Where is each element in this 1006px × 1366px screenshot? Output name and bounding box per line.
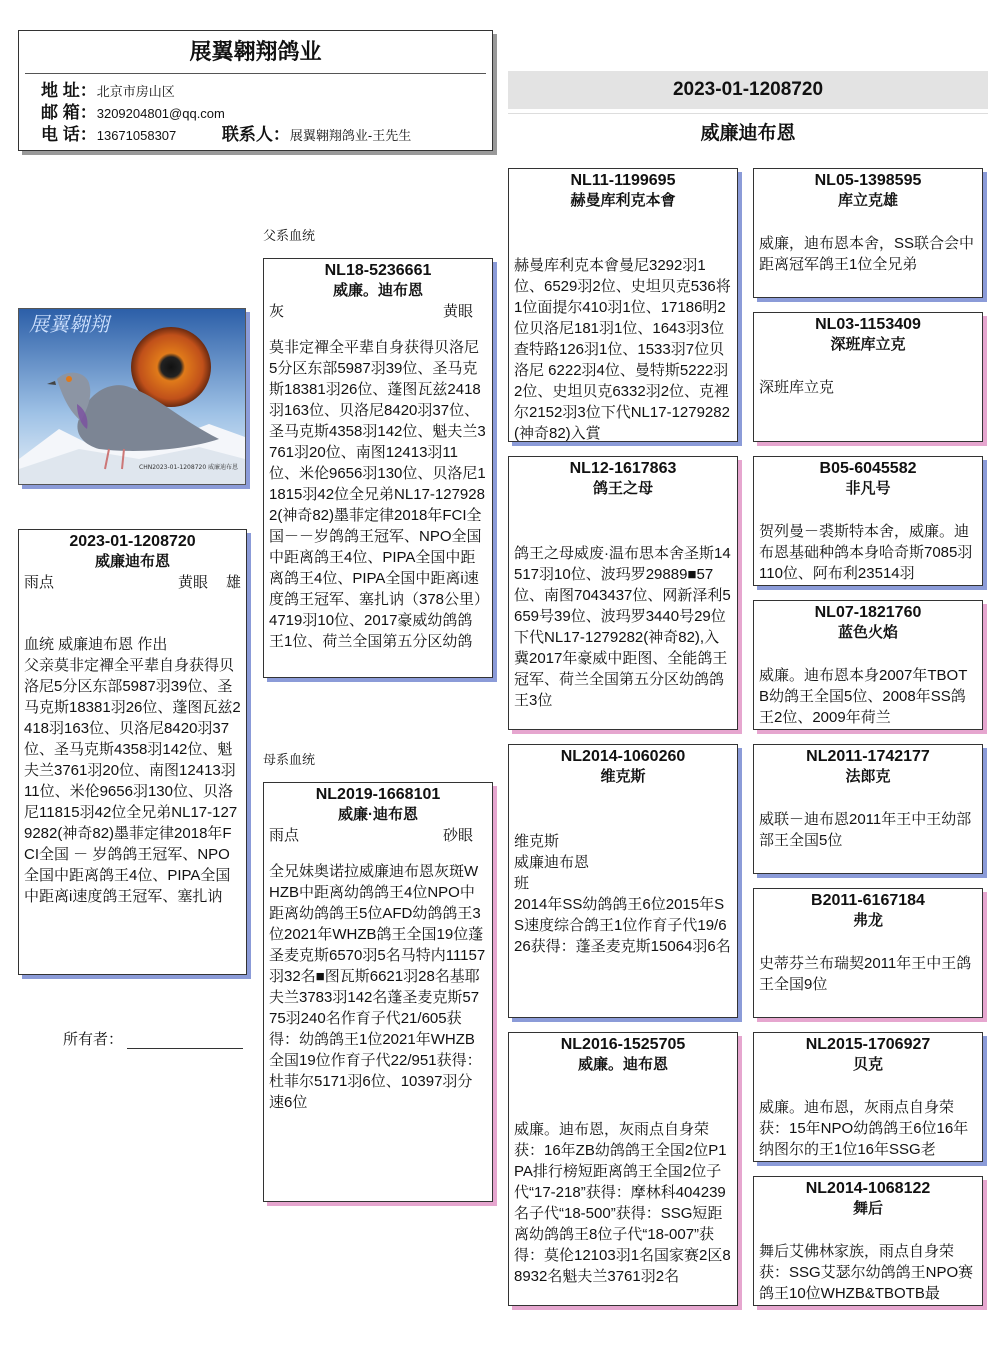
owner-field [63,1028,243,1049]
dam-sire-ring: NL2014-1060260 [560,748,686,765]
dam-line-label: 母系血统 [263,752,316,767]
sire-dam-name: 鸽王之母 [592,480,653,497]
sire-sire-name: 赫曼库利克本會 [570,192,676,209]
sire-sire-desc: 赫曼库利克本會曼尼3292羽1位、6529羽2位、史坦贝克536将1位面提尔410羽1位、17186明2位贝洛尼181羽1位、1643羽3位查特路126羽1位、1533羽7位贝洛尼 6222羽4位、曼特斯5222羽2位、史坦贝克6332羽2位、克裡尔2152羽3位下代NL17-1279282(神奇82)入賞 [514,257,731,442]
subject-ring: 2023-01-1208720 [69,533,196,550]
sire-eye: 黄眼 [442,303,473,320]
dam-sire-name: 维克斯 [600,768,646,785]
breeder-info-box [18,30,493,151]
ggp-dsd-card [753,888,983,1018]
sire-dam-desc: 鸽王之母威废·温布思本舍圣斯14517羽10位、波玛罗29889■57位、南图7043437位、网新泽利5659号39位、波玛罗3440号29位下代NL17-1279282(神奇82),入冀2017年豪威中距图、全能鸽王冠军、荷兰全国第五分区幼鸽鸽王3位 [514,545,731,709]
ggp-sss-card [753,168,983,298]
dam-desc: 全兄妹奥诺拉威廉迪布恩灰斑WHZB中距离幼鸽鸽王4位NPO中距离幼鸽鸽王5位AFD幼鸽鸽王3位2021年WHZB鸽王全国19位蓬圣麦克斯6570羽5名马特内11157羽32名■图瓦斯6621羽28名基耶夫兰3783羽142名蓬圣麦克斯5775羽240名作育子代21/605获得：幼鸽鸽王1位2021年WHZB全国19位作育子代22/951获得：杜菲尔5171羽6位、10397羽分速6位 [269,863,486,1111]
subject-name: 威廉迪布恩 [94,553,170,570]
dam-dam-desc: 威廉。迪布恩，灰雨点自身荣获：16年ZB幼鸽鸽王全国2位P1PA排行榜短距离鸽王全国2位子代“17-218”获得：摩林科404239名子代“18-500”获得：SSG短距离幼鸽鸽王8位子代“18-007”获得：莫伦12103羽1名国家赛2区88932名魁夫兰3761羽2名 [514,1121,731,1285]
ggp-dss-desc: 威联－迪布恩2011年王中王幼部部王全国5位 [759,811,972,849]
subject-color: 雨点 [24,574,55,591]
ggp-dsd-name: 弗龙 [852,912,883,929]
ggp-sss-ring: NL05-1398595 [814,172,922,189]
ggp-dss-ring: NL2011-1742177 [806,748,930,765]
sire-sire-card [508,168,738,442]
pigeon-photo [18,308,246,485]
phone-row [41,124,492,146]
subject-eye: 黄眼 [177,574,208,591]
ggp-dsd-desc: 史蒂芬兰布瑞契2011年王中王鸽王全国9位 [759,955,972,993]
ggp-ssd-ring: NL03-1153409 [815,316,921,333]
dam-dam-name: 威廉。迪布恩 [577,1056,668,1073]
top-bird-name: 威廉迪布恩 [700,123,796,144]
ggp-dds-desc: 威廉。迪布恩，灰雨点自身荣获：15年NPO幼鸽鸽王6位16年纳图尔的王1位16年SSG老 [759,1099,969,1158]
sire-ring: NL18-5236661 [324,262,432,279]
dam-eye: 砂眼 [442,827,473,844]
subject-sex: 雄 [225,574,241,591]
ggp-ssd-name: 深班库立克 [830,336,906,353]
ggp-sss-desc: 威廉，迪布恩本舍，SS联合会中距离冠军鸽王1位全兄弟 [759,235,975,273]
ggp-sdd-desc: 威廉。迪布恩本身2007年TBOTB幼鸽王全国5位、2008年SS鸽王2位、2009年荷兰 [759,667,968,726]
ggp-sds-desc: 贺列曼－裘斯特本舍，威廉。迪布恩基础种鸽本身哈奇斯7085羽110位、阿布利23514羽 [759,523,973,582]
owner-label: 所有者： [63,1031,124,1048]
dam-dam-ring: NL2016-1525705 [560,1036,686,1053]
sire-sire-ring: NL11-1199695 [570,172,676,189]
ggp-ssd-card [753,312,983,442]
title-divider [25,73,486,74]
breeder-title: 展翼翱翔鸽业 [189,39,322,64]
ggp-sdd-card [753,600,983,730]
dam-ring: NL2019-1668101 [315,786,441,803]
dam-attrs [264,825,492,847]
dam-card [263,782,493,1202]
contact-label: 联系人： [221,125,290,144]
ggp-dss-name: 法郎克 [845,768,891,785]
sire-name: 威廉。迪布恩 [332,282,423,299]
sire-desc: 莫非定襌全平辈自身获得贝洛尼5分区东部5987羽39位、圣马克斯18381羽26位、蓬图瓦兹2418羽163位、贝洛尼8420羽37位、圣马克斯4358羽142位、魁夫兰3761羽20位、南图12413羽11位、米伦9656羽130位、贝洛尼11815羽42位全兄弟NL17-1279282(神奇82)墨菲定律2018年FCI全国－－岁鸽鸽王冠军、NPO全国中距离鸽王4位、PIPA全国中距离鸽王4位、PIPA全国中距离i速度鸽王冠军、塞扎讷（378公里）4719羽10位、2017豪威幼鸽鸽王1位、荷兰全国第五分区幼鸽 [269,339,486,650]
ggp-ddd-card [753,1176,983,1306]
dam-sire-card [508,744,738,1018]
email-row [41,102,492,124]
phone-value: 13671058307 [96,128,177,143]
sire-dam-card [508,456,738,730]
email-value: 3209204801@qq.com [96,106,225,121]
ggp-ddd-ring: NL2014-1068122 [805,1180,931,1197]
dam-name: 威廉·迪布恩 [338,806,418,823]
top-divider [508,113,988,114]
sire-line-label: 父系血统 [263,228,316,243]
subject-card [18,529,247,975]
dam-color: 雨点 [269,827,300,844]
contact-value: 展翼翱翔鸽业-王先生 [289,128,412,143]
ggp-dsd-ring: B2011-6167184 [811,892,925,909]
ggp-dds-name: 贝克 [852,1056,883,1073]
subject-desc: 血统 威廉迪布恩 作出 父亲莫非定襌全平辈自身获得贝洛尼5分区东部5987羽39位、圣马克斯18381羽26位、蓬图瓦兹2418羽163位、贝洛尼8420羽37位、圣马克斯4358羽142位、魁夫兰3761羽20位、南图12413羽11位、米伦9656羽130位、贝洛尼11815羽42位全兄弟NL17-1279282(神奇82)墨菲定律2018年FCI全国 － 岁鸽鸽王冠军、NPO全国中距离鸽王4位、PIPA全国中距离i速度鸽王冠军、塞扎讷 [24,636,241,905]
photo-caption: CHN2023-01-1208720 威廉迪布恩 [139,464,239,471]
address-label: 地 址： [41,81,97,100]
ggp-sdd-ring: NL07-1821760 [814,604,922,621]
sire-color: 灰 [269,303,285,320]
pigeon-photo-illustration [19,309,245,484]
address-value: 北京市房山区 [96,84,175,99]
email-label: 邮 箱： [41,103,97,122]
dam-sire-desc: 维克斯 威廉迪布恩 班 2014年SS幼鸽鸽王6位2015年SS速度综合鸽王1位作育子代19/626获得：蓬圣麦克斯15064羽6名 [514,833,731,955]
owner-line [127,1034,243,1049]
phone-label: 电 话： [41,125,97,144]
ggp-sds-ring: B05-6045582 [819,460,917,477]
svg-text:展翼翱翔: 展翼翱翔 [29,312,109,336]
ggp-ddd-name: 舞后 [852,1200,883,1217]
ggp-dds-card [753,1032,983,1162]
sire-attrs [264,301,492,323]
ggp-sdd-name: 蓝色火焰 [837,624,898,641]
ggp-sds-card [753,456,983,586]
ggp-ssd-desc: 深班库立克 [759,379,835,396]
dam-dam-card [508,1032,738,1306]
ggp-sss-name: 库立克雄 [837,192,898,209]
ggp-sds-name: 非凡号 [845,480,891,497]
ggp-dss-card [753,744,983,874]
top-ring-number: 2023-01-1208720 [672,79,824,100]
ggp-ddd-desc: 舞后艾佛林家族，雨点自身荣获：SSG艾瑟尔幼鸽鸽王NPO赛鸽王10位WHZB&TBOTB最 [759,1243,974,1302]
address-row [41,80,492,102]
sire-dam-ring: NL12-1617863 [569,460,677,477]
top-ring-bar [508,71,988,109]
sire-card [263,258,493,678]
ggp-dds-ring: NL2015-1706927 [805,1036,931,1053]
subject-attrs [19,572,246,594]
